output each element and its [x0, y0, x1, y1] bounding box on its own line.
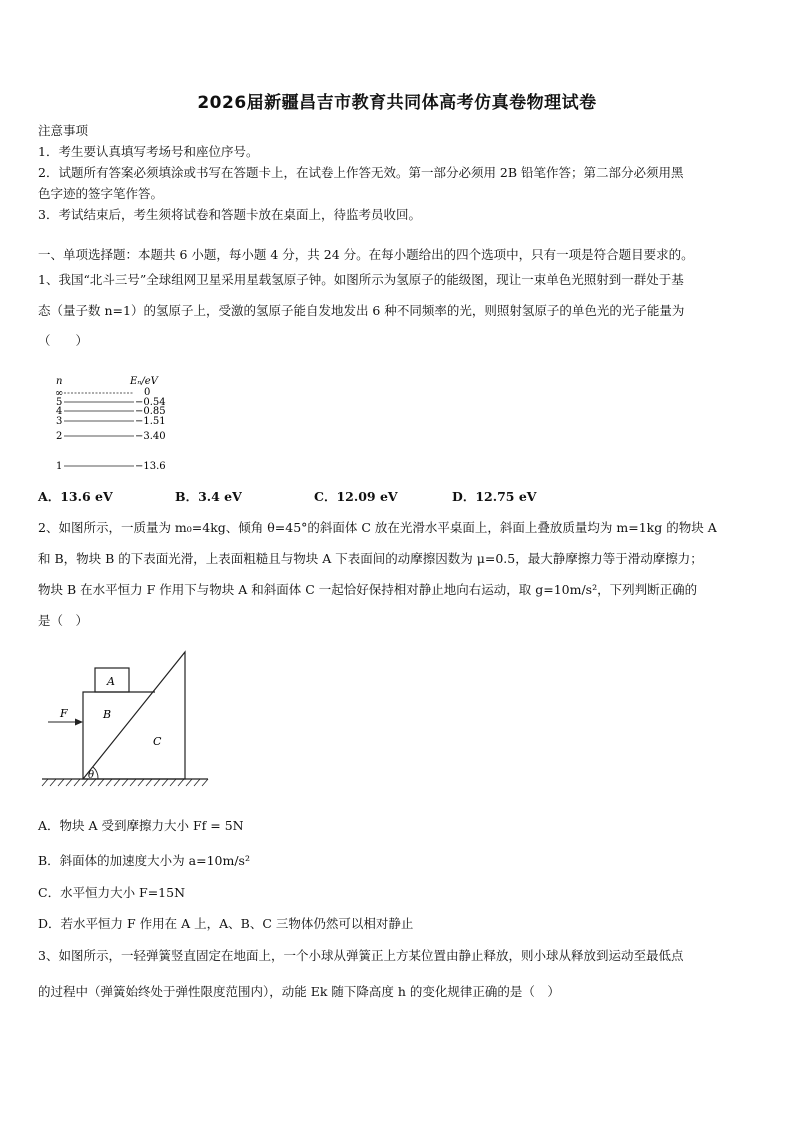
level-n-5: 5	[56, 397, 63, 408]
notice-item-1: 1．考生要认真填写考场号和座位序号。	[38, 144, 259, 159]
q1-line-3: （ ）	[38, 333, 89, 348]
notice-item-2: 2．试题所有答案必须填涂或书写在答题卡上，在试卷上作答无效。第一部分必须用 2B 铅笔作答；第二部分必须用黑	[38, 165, 684, 180]
q1-option-b: B．3.4 eV	[175, 489, 242, 504]
n-axis-label: n	[56, 376, 63, 387]
level-e-5: −0.54	[135, 397, 166, 408]
label-b: B	[103, 708, 112, 721]
label-c: C	[153, 735, 162, 748]
notice-heading: 注意事项	[38, 123, 89, 138]
q2-line-3: 物块 B 在水平恒力 F 作用下与物块 A 和斜面体 C 一起恰好保持相对静止地向右运动，取 g=10m/s²，下列判断正确的	[38, 582, 698, 597]
q3-line-2: 的过程中（弹簧始终处于弹性限度范围内），动能 Ek 随下降高度 h 的变化规律正确的是（ ）	[38, 984, 560, 999]
q1-line-1: 1、我国“北斗三号”全球组网卫星采用星载氢原子钟。如图所示为氢原子的能级图，现让一束单色光照射到一群处于基	[38, 272, 684, 287]
q2-line-1: 2、如图所示，一质量为 m₀=4kg、倾角 θ=45°的斜面体 C 放在光滑水平桌面上，斜面上叠放质量均为 m=1kg 的物块 A	[38, 520, 717, 535]
incline-diagram	[40, 648, 210, 790]
q1-line-2: 态（量子数 n=1）的氢原子上，受激的氢原子能自发地发出 6 种不同频率的光，则照射氢原子的单色光的光子能量为	[38, 303, 685, 318]
label-f: F	[60, 707, 68, 720]
ground-hatching	[42, 779, 208, 786]
q2-line-2: 和 B，物块 B 的下表面光滑，上表面粗糙且与物块 A 下表面间的动摩擦因数为 μ=0.5，最大静摩擦力等于滑动摩擦力；	[38, 551, 703, 566]
level-n-3: 3	[56, 416, 63, 427]
level-n-2: 2	[56, 431, 63, 442]
level-n-1: 1	[56, 461, 63, 472]
q1-option-c: C．12.09 eV	[314, 489, 398, 504]
q3-line-1: 3、如图所示，一轻弹簧竖直固定在地面上，一个小球从弹簧正上方某位置由静止释放，则小球从释放到运动至最低点	[38, 948, 684, 963]
level-n-inf: ∞	[55, 388, 64, 399]
q2-option-d: D．若水平恒力 F 作用在 A 上，A、B、C 三物体仍然可以相对静止	[38, 916, 414, 931]
level-n-4: 4	[56, 406, 63, 417]
q2-option-c: C．水平恒力大小 F=15N	[38, 885, 186, 900]
level-e-4: −0.85	[135, 406, 166, 417]
exam-title: 2026届新疆昌吉市教育共同体高考仿真卷物理试卷	[197, 93, 597, 113]
wedge-c	[83, 652, 185, 779]
notice-item-2-cont: 色字迹的签字笔作答。	[38, 186, 164, 201]
energy-level-diagram	[48, 372, 188, 476]
level-e-3: −1.51	[135, 416, 166, 427]
notice-item-3: 3．考试结束后，考生须将试卷和答题卡放在桌面上，待监考员收回。	[38, 207, 421, 222]
level-e-2: −3.40	[135, 431, 166, 442]
level-e-1: −13.6	[135, 461, 166, 472]
q2-option-b: B．斜面体的加速度大小为 a=10m/s²	[38, 853, 250, 868]
label-theta: θ	[88, 770, 95, 781]
force-arrowhead	[75, 719, 83, 726]
q2-line-4: 是（ ）	[38, 613, 89, 628]
energy-axis-label: Eₙ/eV	[130, 376, 158, 387]
q2-option-a: A．物块 A 受到摩擦力大小 Ff = 5N	[38, 818, 244, 833]
level-e-inf: 0	[144, 387, 151, 398]
label-a: A	[107, 675, 115, 688]
section-heading: 一、单项选择题：本题共 6 小题，每小题 4 分，共 24 分。在每小题给出的四个选项中，只有一项是符合题目要求的。	[38, 247, 694, 262]
q1-option-d: D．12.75 eV	[452, 489, 537, 504]
q1-option-a: A．13.6 eV	[38, 489, 113, 504]
